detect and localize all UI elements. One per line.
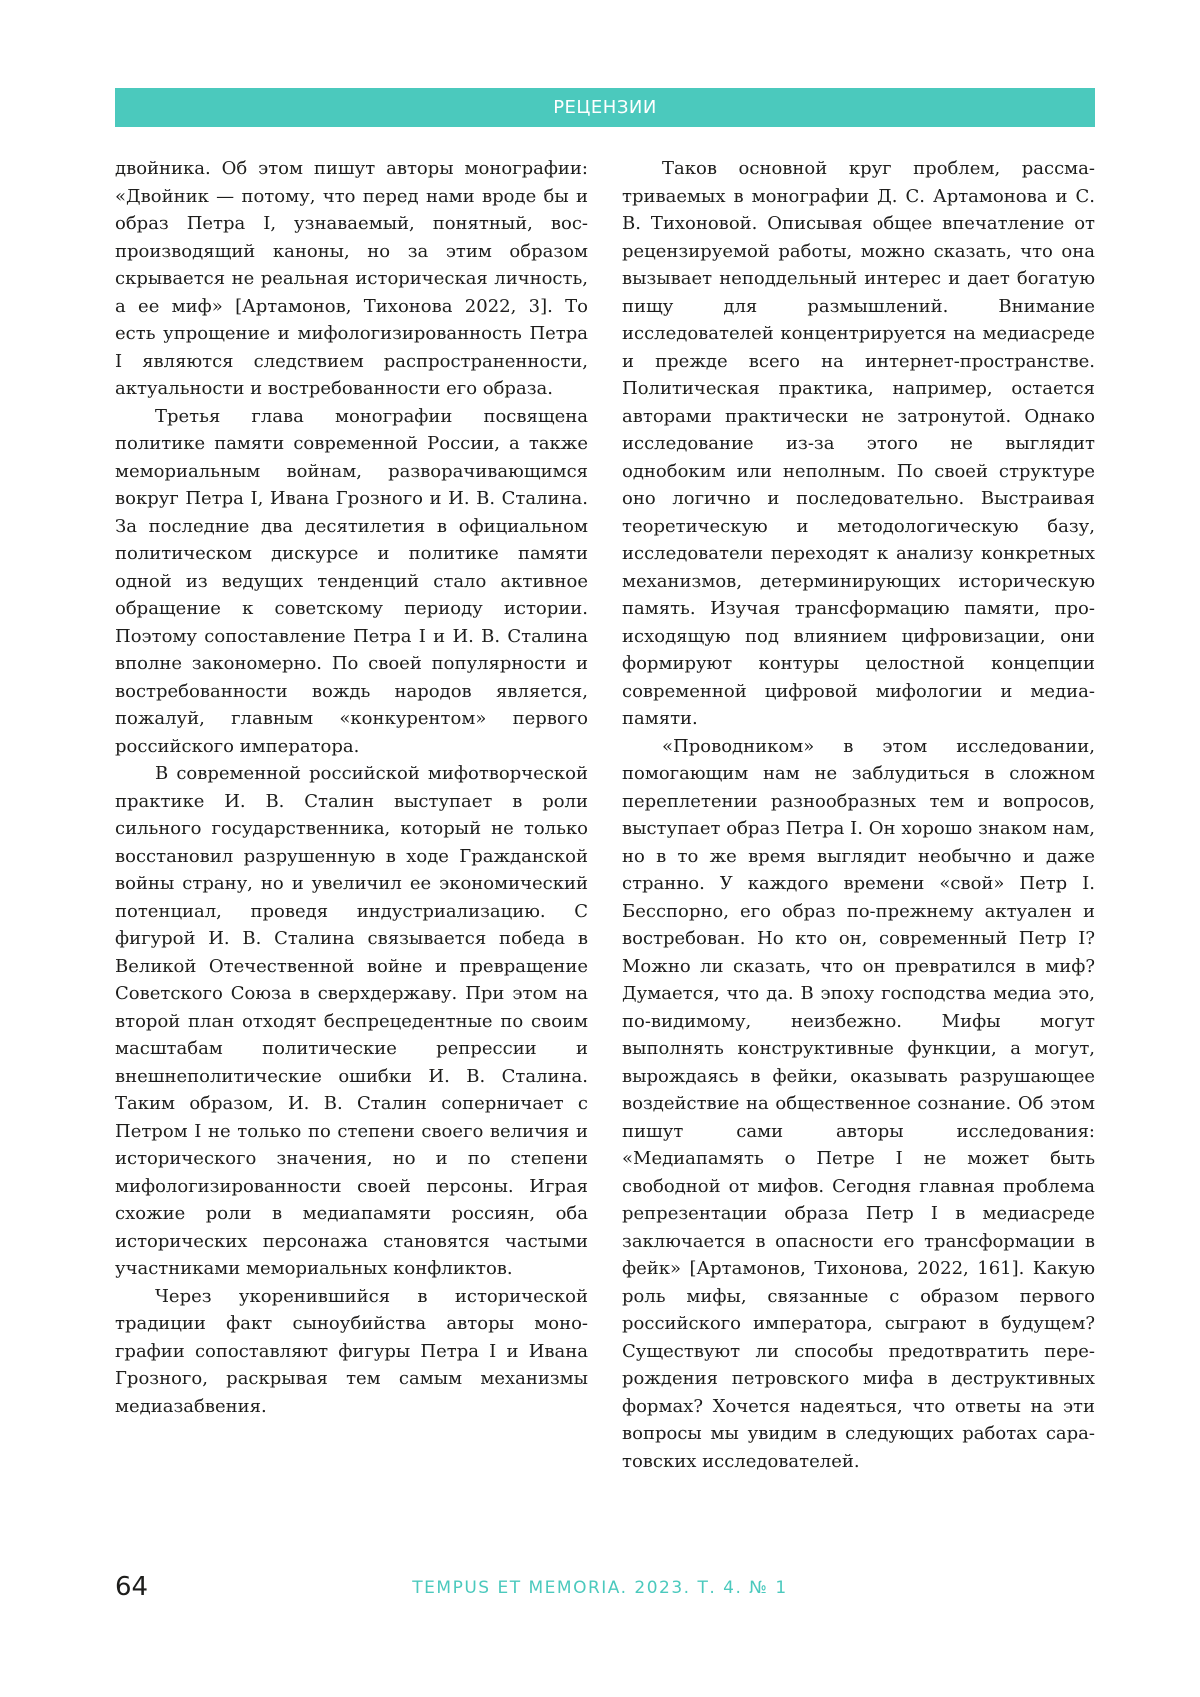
paragraph: Таков основной круг проблем, рассматриваемых в монографии Д. С. Артамонова и С. В. Тихоновой. Описывая общее впечатление от рецензируемой работы, можно сказать, что она вызывает неподдельный интерес и дает богатую пищу для размышлений. Внимание исследователей концентрируется на медиасреде и прежде всего на интернет-пространстве. Политическая практика, например, остается авторами практически не затронутой. Однако исследование из-за этого не выглядит однобоким или неполным. По своей структуре оно логично и последовательно. Выстраивая теоретическую и методологическую базу, исследователи переходят к анализу конкретных механизмов, детерминирующих историческую память. Изучая трансформацию памяти, происходящую под влиянием цифровизации, они формируют контуры целостной концепции современной цифровой мифологии и медиапамяти. (622, 158, 1095, 729)
section-title: РЕЦЕНЗИИ (553, 97, 657, 118)
paragraph: Через укоренившийся в исторической традиции факт сыноубийства авторы монографии сопоставляют фигуры Петра I и Ивана Грозного, раскрывая тем самым механизмы медиазабвения. (115, 1285, 588, 1417)
paragraph: «Проводником» в этом исследовании, помогающим нам не заблудиться в сложном переплетении разнообразных тем и вопросов, выступает образ Петра I. Он хорошо знаком нам, но в то же время выглядит необычно и даже странно. У каждого времени «свой» Петр I. Бесспорно, его образ по-прежнему актуален и востребован. Но кто он, современный Петр I? Можно ли сказать, что он превратился в миф? Думается, что да. В эпоху господства медиа это, по-видимому, неизбежно. Мифы могут выполнять конструктивные функции, а могут, вырождаясь в фейки, оказывать разрушающее воздействие на общественное сознание. Об этом пишут сами авторы исследования: «Медиапамять о Петре I не может быть свободной от мифов. Сегодня главная проблема репрезентации образа Петр I в медиасреде заключается в опасности его трансформации в фейк» [Артамонов, Тихонова, 2022, 161]. Какую роль мифы, связанные с образом первого российского императора, сыграют в будущем? Существуют ли способы предотвратить перерождения петровского мифа в деструктивных формах? Хочется надеяться, что ответы на эти вопросы мы увидим в следующих работах саратовских исследователей. (622, 735, 1095, 1472)
paragraph: двойника. Об этом пишут авторы монографии: «Двойник — потому, что перед нами вроде бы и образ Петра I, узнаваемый, понятный, воспроизводящий каноны, но за этим образом скрывается не реальная историческая личность, а ее миф» [Артамонов, Тихонова 2022, 3]. То есть упрощение и мифологизированность Петра I являются следствием распространенности, актуальности и востребованности его образа. (115, 158, 588, 399)
section-header (115, 88, 1095, 127)
left-column (115, 155, 588, 1420)
journal-citation: TEMPUS ET MEMORIA. 2023. Т. 4. № 1 (412, 1578, 788, 1598)
right-column (622, 155, 1095, 1475)
paragraph: Третья глава монографии посвящена политике памяти современной России, а также мемориальным войнам, разворачивающимся вокруг Петра I, Ивана Грозного и И. В. Сталина. За последние два десятилетия в официальном политическом дискурсе и политике памяти одной из ведущих тенденций стало активное обращение к советскому периоду истории. Поэтому сопоставление Петра I и И. В. Сталина вполне закономерно. По своей популярности и востребованности вождь народов является, пожалуй, главным «конкурентом» первого российского императора. (115, 405, 588, 757)
page-number: 64 (115, 1572, 149, 1602)
paragraph: В современной российской мифотворческой практике И. В. Сталин выступает в роли сильного государственника, который не только восстановил разрушенную в ходе Гражданской войны страну, но и увеличил ее экономический потенциал, проведя индустриализацию. С фигурой И. В. Сталина связывается победа в Великой Отечественной войне и превращение Советского Союза в сверхдержаву. При этом на второй план отходят беспрецедентные по своим масштабам политические репрессии и внешнеполитические ошибки И. В. Сталина. Таким образом, И. В. Сталин соперничает с Петром I не только по степени своего величия и исторического значения, но и по степени мифологизированности своей персоны. Играя схожие роли в медиапамяти россиян, оба исторических персонажа становятся частыми участниками мемориальных конфликтов. (115, 763, 588, 1279)
